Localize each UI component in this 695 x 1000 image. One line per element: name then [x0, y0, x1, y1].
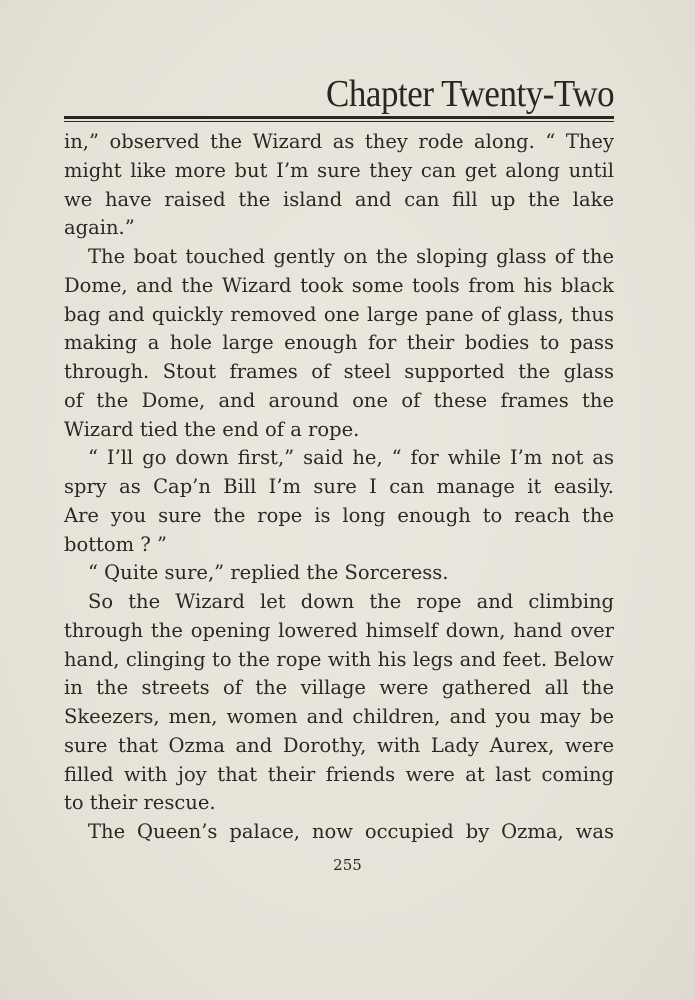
text-line: Wizard tied the end of a rope. — [64, 417, 360, 441]
chapter-title: Chapter Twenty-Two — [325, 73, 614, 115]
running-header — [64, 70, 614, 120]
text-line: again.” — [64, 216, 135, 240]
text-line: of the Dome, and around one of these frames the — [64, 388, 614, 412]
text-line: in the streets of the village were gathered all the — [64, 676, 614, 700]
text-line: spry as Cap’n Bill I’m sure I can manage it easily. — [64, 475, 614, 498]
text-line: making a hole large enough for their bodies to pass — [64, 331, 614, 355]
body-text — [64, 128, 614, 847]
text-line: in,” observed the Wizard as they rode along. “ They — [64, 130, 614, 153]
text-line: through. Stout frames of steel supported the glass — [64, 360, 614, 383]
header-rule-thin — [64, 121, 614, 122]
text-line: bottom ? ” — [64, 532, 167, 556]
text-line: sure that Ozma and Dorothy, with Lady Aurex, were — [64, 733, 614, 757]
text-line: So the Wizard let down the rope and climbing — [88, 590, 614, 613]
text-line: hand, clinging to the rope with his legs and feet. Below — [64, 647, 614, 671]
text-line: filled with joy that their friends were at last coming — [64, 762, 614, 786]
text-line: to their rescue. — [64, 791, 216, 815]
text-line: Dome, and the Wizard took some tools from his black — [64, 273, 614, 297]
text-line: The Queen’s palace, now occupied by Ozma, was — [88, 820, 614, 843]
text-line: Skeezers, men, women and children, and you may be — [64, 705, 614, 728]
text-line: we have raised the island and can fill up the lake — [64, 187, 614, 211]
text-line: “ I’ll go down first,” said he, “ for while I’m not as — [88, 446, 614, 470]
page-number: 255 — [333, 856, 362, 874]
text-line: might like more but I’m sure they can get along until — [64, 158, 614, 182]
text-line: “ Quite sure,” replied the Sorceress. — [88, 561, 449, 585]
text-line: Are you sure the rope is long enough to reach the — [64, 503, 614, 527]
header-rule-thick — [64, 116, 614, 119]
text-line: bag and quickly removed one large pane of glass, thus — [64, 302, 614, 326]
text-line: The boat touched gently on the sloping glass of the — [88, 245, 614, 268]
text-line: through the opening lowered himself down, hand over — [64, 618, 614, 642]
